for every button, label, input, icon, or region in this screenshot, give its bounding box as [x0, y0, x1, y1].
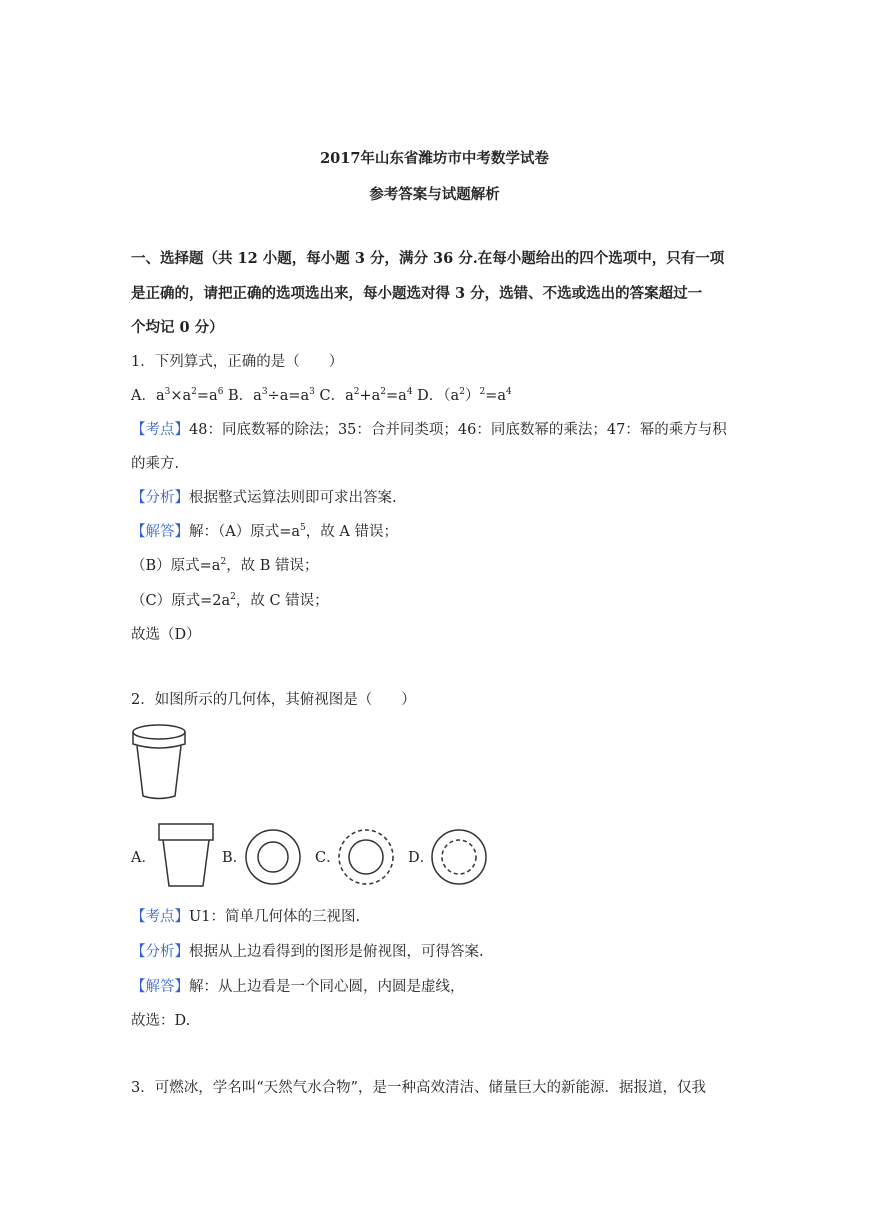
- q1-fenxi: 【分析】根据整式运算法则即可求出答案.: [131, 490, 397, 506]
- q1-jieda: 【解答】解：（A）原式$=a^5$，故 A 错误；: [131, 523, 398, 540]
- page-title: 2017年山东省潍坊市中考数学试卷: [320, 150, 549, 167]
- jieda-tag: 【解答】: [131, 979, 189, 995]
- q2-option-c-label: C．: [315, 850, 341, 866]
- q1-kaodian-cont: 的乘方.: [131, 456, 180, 472]
- q2-kaodian: 【考点】U1：简单几何体的三视图.: [131, 909, 361, 925]
- q2-option-b-label: B．: [222, 850, 248, 866]
- option-c-concentric-dashed-outer: [337, 828, 395, 886]
- option-d-concentric-dashed-inner: [430, 828, 488, 886]
- q2-option-a-label: A．: [131, 850, 156, 866]
- page-subtitle: 参考答案与试题解析: [369, 186, 500, 203]
- jieda-tag: 【解答】: [131, 524, 189, 540]
- option-b-concentric-solid: [244, 828, 302, 886]
- cup-figure: [131, 722, 187, 802]
- q2-fenxi: 【分析】根据从上边看得到的图形是俯视图，可得答案.: [131, 944, 484, 960]
- section-heading-line-3: 个均记 0 分）: [131, 319, 224, 336]
- section-heading-line-1: 一、选择题（共 12 小题，每小题 3 分，满分 36 分.在每小题给出的四个选项中，只有一项: [131, 250, 725, 267]
- kaodian-tag: 【考点】: [131, 909, 189, 925]
- kaodian-tag: 【考点】: [131, 422, 189, 438]
- q3-stem: 3．可燃冰，学名叫“天然气水合物”，是一种高效清洁、储量巨大的新能源．据报道，仅我: [131, 1080, 707, 1096]
- option-a-trapezoid-view: [157, 822, 215, 890]
- q1-kaodian: 【考点】48：同底数幂的除法；35：合并同类项；46：同底数幂的乘法；47：幂的乘方与积: [131, 422, 727, 438]
- q1-jieda-b: （B）原式$=a^2$，故 B 错误；: [131, 557, 319, 574]
- q1-conclusion: 故选（D）: [131, 627, 201, 643]
- q2-stem: 2．如图所示的几何体，其俯视图是（ ）: [131, 692, 416, 708]
- q2-conclusion: 故选：D.: [131, 1013, 191, 1029]
- q2-option-d-label: D．: [408, 850, 435, 866]
- fenxi-tag: 【分析】: [131, 944, 189, 960]
- fenxi-tag: 【分析】: [131, 490, 189, 506]
- q1-stem: 1．下列算式，正确的是（ ）: [131, 354, 344, 370]
- q1-jieda-c: （C）原式$=2a^2$，故 C 错误；: [131, 592, 329, 609]
- q2-jieda: 【解答】解：从上边看是一个同心圆，内圆是虚线，: [131, 979, 465, 995]
- section-heading-line-2: 是正确的，请把正确的选项选出来，每小题选对得 3 分，选错、不选或选出的答案超过一: [131, 285, 703, 302]
- q1-options: A．$a^3\times a^2=a^6$ B．$a^3\div a=a^3$ C．$a^2+a^2=a^4$ D．$(a^2)^2=a^4$: [131, 387, 512, 404]
